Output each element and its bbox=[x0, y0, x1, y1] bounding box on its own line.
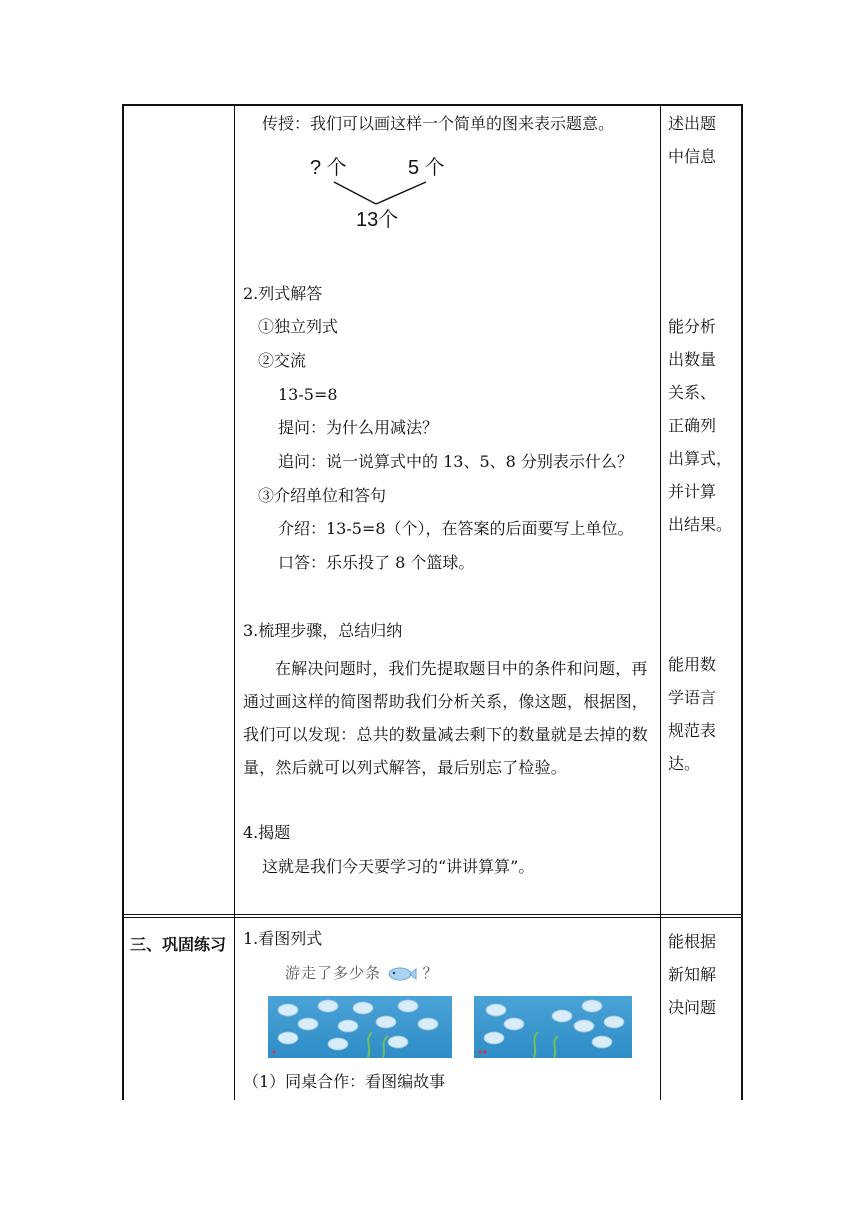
section-title-practice: 三、巩固练习 bbox=[130, 935, 227, 954]
step3-title: 3.梳理步骤，总结归纳 bbox=[243, 621, 403, 640]
step2-item: 提问：为什么用减法？ bbox=[278, 418, 439, 437]
note-line: 述出题 bbox=[668, 114, 717, 133]
note-line: 达。 bbox=[668, 754, 701, 773]
diagram-total-label: 13个 bbox=[356, 209, 399, 231]
practice-step1-title: 1.看图列式 bbox=[243, 929, 323, 948]
diagram-right-branch bbox=[376, 182, 426, 204]
column-divider-1 bbox=[234, 104, 235, 1100]
step3-paragraph: 在解决问题时，我们先提取题目中的条件和问题，再通过画这样的简图帮助我们分析关系，像这题，根据图，我们可以发现：总共的数量减去剩下的数量就是去掉的数量，然后就可以列式解答，最后别忘了检验。 bbox=[243, 659, 649, 777]
step2-item: 口答：乐乐投了 8 个篮球。 bbox=[278, 553, 475, 572]
step2-item: 13-5=8 bbox=[278, 385, 338, 404]
diagram-left-label: ? 个 bbox=[310, 157, 347, 179]
step2-title: 2.列式解答 bbox=[243, 284, 323, 303]
practice-task-1: （1）同桌合作：看图编故事 bbox=[243, 1072, 446, 1091]
note-line: 中信息 bbox=[668, 147, 717, 166]
fish-icon bbox=[387, 966, 417, 982]
diagram-right-label: 5 个 bbox=[408, 157, 445, 179]
note-line: 关系、 bbox=[668, 383, 717, 402]
note-line: 决问题 bbox=[668, 998, 717, 1017]
step2-item: ③介绍单位和答句 bbox=[258, 486, 387, 505]
image-caption-text: 游走了多少条 bbox=[285, 964, 382, 982]
image-caption bbox=[285, 962, 439, 983]
note-line: 出数量 bbox=[668, 350, 717, 369]
note-line: 学语言 bbox=[668, 688, 717, 707]
note-line: 正确列 bbox=[668, 416, 717, 435]
note-line: 能分析 bbox=[668, 317, 717, 336]
step2-item: 追问：说一说算式中的 13、5、8 分别表示什么？ bbox=[278, 452, 633, 471]
notes-block-b bbox=[668, 317, 738, 548]
table-left-border bbox=[122, 104, 124, 1100]
fish-picture-before bbox=[268, 996, 452, 1058]
step2-item: ②交流 bbox=[258, 351, 307, 370]
note-line: 出算式， bbox=[668, 449, 733, 468]
note-line: 出结果。 bbox=[668, 515, 733, 534]
notes-block-practice bbox=[668, 932, 738, 1031]
note-line: 新知解 bbox=[668, 965, 717, 984]
note-line: 能根据 bbox=[668, 932, 717, 951]
table-top-border bbox=[122, 104, 743, 106]
part-whole-diagram bbox=[300, 150, 460, 234]
image-caption-question: ？ bbox=[422, 964, 439, 982]
step4-text: 这就是我们今天要学习的“讲讲算算”。 bbox=[262, 857, 535, 876]
intro-text: 传授：我们可以画这样一个简单的图来表示题意。 bbox=[262, 114, 615, 133]
note-line: 能用数 bbox=[668, 655, 717, 674]
notes-block-c bbox=[668, 655, 738, 787]
fish-picture-after bbox=[474, 996, 632, 1058]
notes-block-a bbox=[668, 114, 738, 180]
fish-school-image bbox=[474, 996, 632, 1058]
table-right-border bbox=[741, 104, 743, 1100]
step2-item: 介绍：13-5=8（个），在答案的后面要写上单位。 bbox=[278, 519, 634, 538]
fish-school-image bbox=[268, 996, 452, 1058]
step2-item: ①独立列式 bbox=[258, 317, 339, 336]
row-divider bbox=[122, 914, 743, 915]
note-line: 规范表 bbox=[668, 721, 717, 740]
column-divider-2 bbox=[660, 104, 661, 1100]
note-line: 并计算 bbox=[668, 482, 717, 501]
step4-title: 4.揭题 bbox=[243, 823, 291, 842]
diagram-left-branch bbox=[334, 182, 376, 204]
row-divider-double bbox=[122, 917, 743, 918]
